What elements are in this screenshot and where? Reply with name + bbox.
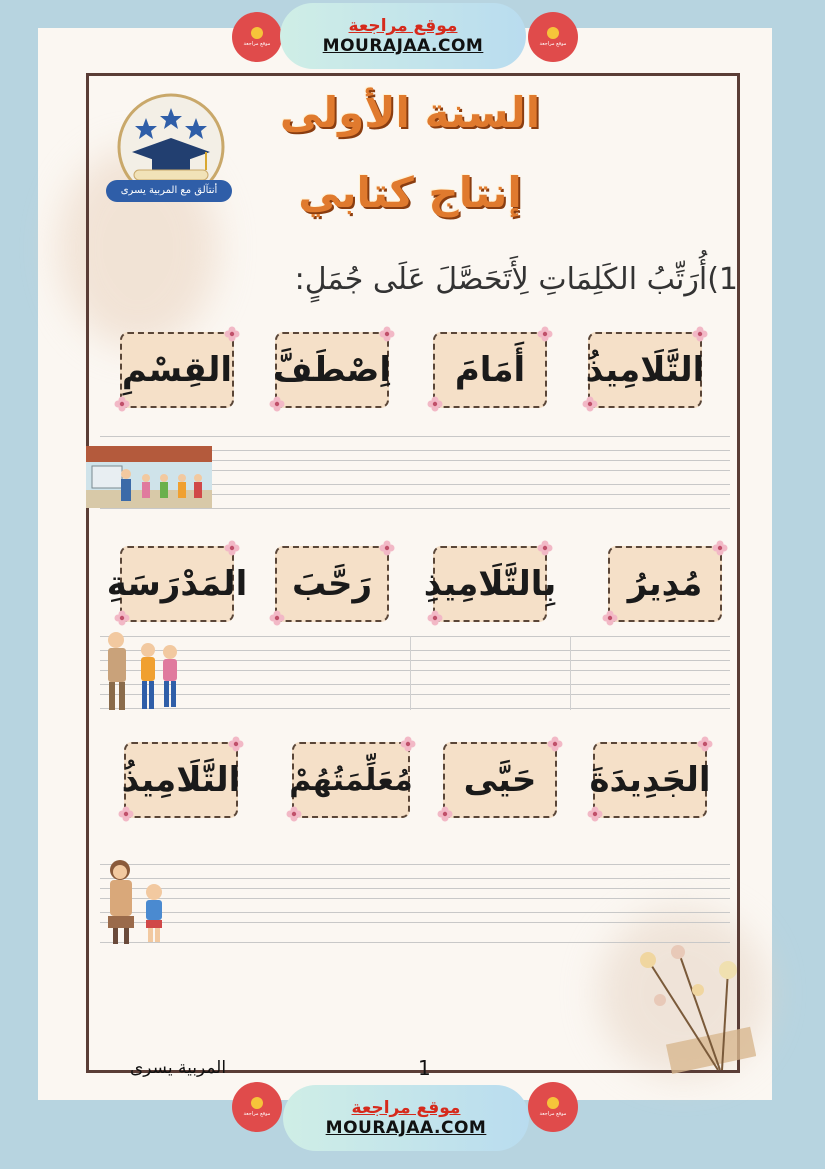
site-name-arabic: موقع مراجعة <box>351 1098 461 1118</box>
flower-decoration-icon <box>224 326 240 342</box>
flower-decoration-icon <box>692 326 708 342</box>
logo-caption: أنتآلق مع المربية يسرى <box>106 180 232 202</box>
word-card[interactable]: رَحَّبَ <box>275 546 389 622</box>
flower-decoration-icon <box>118 806 134 822</box>
site-badge-icon: موقع مراجعة <box>528 1082 578 1132</box>
word-card[interactable]: اِصْطَفَّ <box>275 332 389 408</box>
flower-decoration-icon <box>582 396 598 412</box>
site-name-english: MOURAJAA.COM <box>325 1118 487 1138</box>
page-subtitle: إنتاج كتابي <box>298 168 522 217</box>
flower-decoration-icon <box>547 736 563 752</box>
teacher-student-illustration-icon <box>100 856 176 946</box>
author-name: المربية يسرى <box>130 1058 227 1078</box>
site-name-english: MOURAJAA.COM <box>322 36 484 56</box>
flower-decoration-icon <box>537 326 553 342</box>
flower-decoration-icon <box>712 540 728 556</box>
writing-lines[interactable] <box>100 864 730 944</box>
principal-students-illustration-icon <box>100 628 186 714</box>
site-badge-icon: موقع مراجعة <box>528 12 578 62</box>
flower-decoration-icon <box>379 540 395 556</box>
flower-decoration-icon <box>269 396 285 412</box>
flower-decoration-icon <box>587 806 603 822</box>
flower-decoration-icon <box>379 326 395 342</box>
page-title: السنة الأولى <box>279 88 541 137</box>
flower-decoration-icon <box>114 396 130 412</box>
site-name-arabic: موقع مراجعة <box>348 16 458 36</box>
flower-decoration-icon <box>697 736 713 752</box>
site-badge-icon: موقع مراجعة <box>232 1082 282 1132</box>
word-card[interactable]: القِسْمِ <box>120 332 234 408</box>
flower-decoration-icon <box>437 806 453 822</box>
flower-decoration-icon <box>286 806 302 822</box>
classroom-illustration-icon <box>86 446 212 508</box>
flower-decoration-icon <box>400 736 416 752</box>
flower-decoration-icon <box>537 540 553 556</box>
word-card[interactable]: حَيَّى <box>443 742 557 818</box>
exercise-instruction: 1)أُرَتِّبُ الكَلِمَاتِ لِأَتَحَصَّلَ عَلَى جُمَلٍ: <box>294 262 738 297</box>
flower-decoration-icon <box>427 396 443 412</box>
word-card[interactable]: أَمَامَ <box>433 332 547 408</box>
flower-decoration-icon <box>602 610 618 626</box>
writing-lines[interactable] <box>100 636 730 710</box>
flower-decoration-icon <box>269 610 285 626</box>
word-card[interactable]: مُدِيرُ <box>608 546 722 622</box>
site-banner-top[interactable] <box>280 3 526 69</box>
word-card[interactable]: التَّلَامِيذُ <box>124 742 238 818</box>
word-card[interactable]: مُعَلِّمَتُهُمْ <box>292 742 410 818</box>
flower-decoration-icon <box>114 610 130 626</box>
word-card[interactable]: الجَدِيدَةَ <box>593 742 707 818</box>
page-number: 1 <box>418 1056 431 1080</box>
word-card[interactable]: المَدْرَسَةِ <box>120 546 234 622</box>
site-badge-icon: موقع مراجعة <box>232 12 282 62</box>
word-card[interactable]: بِالتَّلَامِيذِ <box>433 546 547 622</box>
flower-decoration-icon <box>224 540 240 556</box>
flower-decoration-icon <box>228 736 244 752</box>
site-banner-bottom[interactable] <box>283 1085 529 1151</box>
dried-flowers-decoration-icon <box>628 940 756 1080</box>
flower-decoration-icon <box>427 610 443 626</box>
word-card[interactable]: التَّلَامِيذُ <box>588 332 702 408</box>
